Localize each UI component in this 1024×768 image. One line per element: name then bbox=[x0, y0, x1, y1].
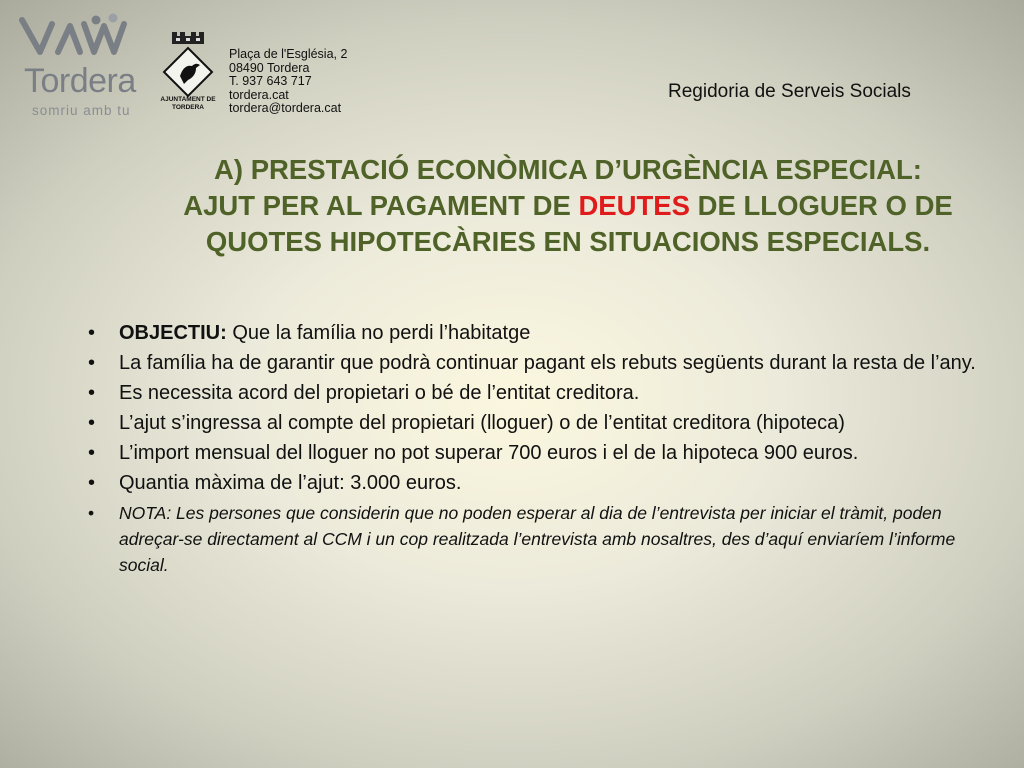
bullet-text: L’ajut s’ingressa al compte del propietari (lloguer) o de l’entitat creditora (hipoteca) bbox=[119, 412, 845, 434]
bullet-agreement bbox=[88, 378, 978, 408]
title-highlight: DEUTES bbox=[578, 190, 690, 221]
bullet-glyph: • bbox=[88, 442, 96, 464]
bullet-text: L’import mensual del lloguer no pot superar 700 euros i el de la hipoteca 900 euros. bbox=[119, 442, 859, 464]
note-text: NOTA: Les persones que considerin que no poden esperar al dia de l’entrevista per iniciar el tràmit, poden adreçar-se directament al CCM i un cop realitzada l’entrevista amb nosaltres, des d’aquí enviaríem l’informe social. bbox=[119, 503, 956, 575]
address-phone: T. 937 643 717 bbox=[229, 74, 312, 88]
department-label: Regidoria de Serveis Socials bbox=[668, 81, 911, 102]
crest-label: AJUNTAMENT DE TORDERA bbox=[160, 96, 216, 111]
address-block bbox=[229, 48, 347, 116]
page-title bbox=[140, 152, 996, 260]
objective-label: OBJECTIU: bbox=[119, 322, 227, 344]
title-line-2 bbox=[140, 188, 996, 224]
bullet-limit bbox=[88, 438, 978, 468]
address-email: tordera@tordera.cat bbox=[229, 101, 342, 115]
title-line-2-start: AJUT PER AL PAGAMENT DE bbox=[183, 190, 579, 221]
bullet-glyph: • bbox=[88, 503, 95, 523]
tordera-logo bbox=[18, 12, 143, 120]
bullet-payment bbox=[88, 408, 978, 438]
title-line-3: QUOTES HIPOTECÀRIES EN SITUACIONS ESPECIALS. bbox=[205, 226, 931, 257]
bullet-note bbox=[88, 500, 978, 578]
bullet-glyph: • bbox=[88, 472, 96, 494]
bullet-glyph: • bbox=[88, 322, 96, 344]
bullet-guarantee bbox=[88, 348, 978, 378]
bullet-glyph: • bbox=[88, 382, 96, 404]
bullet-list bbox=[88, 318, 978, 578]
brand-name: Tordera bbox=[24, 62, 136, 100]
brand-tagline: somriu amb tu bbox=[32, 103, 131, 118]
title-line-1: A) PRESTACIÓ ECONÒMICA D’URGÈNCIA ESPECIAL: bbox=[214, 154, 922, 185]
bullet-text: Quantia màxima de l’ajut: 3.000 euros. bbox=[119, 472, 462, 494]
bullet-glyph: • bbox=[88, 412, 96, 434]
bullet-max-amount bbox=[88, 468, 978, 498]
title-line-2-end: DE LLOGUER O DE bbox=[689, 190, 953, 221]
objective-text: Que la família no perdi l’habitatge bbox=[226, 322, 531, 344]
bullet-objective bbox=[88, 318, 978, 348]
address-street: Plaça de l'Església, 2 bbox=[229, 47, 348, 61]
bullet-glyph: • bbox=[88, 352, 96, 374]
bullet-text: Es necessita acord del propietari o bé de l’entitat creditora. bbox=[119, 382, 640, 404]
address-website: tordera.cat bbox=[229, 87, 289, 102]
bullet-text: La família ha de garantir que podrà continuar pagant els rebuts següents durant la resta de l’any. bbox=[119, 352, 976, 374]
address-postcode: 08490 Tordera bbox=[229, 60, 310, 75]
